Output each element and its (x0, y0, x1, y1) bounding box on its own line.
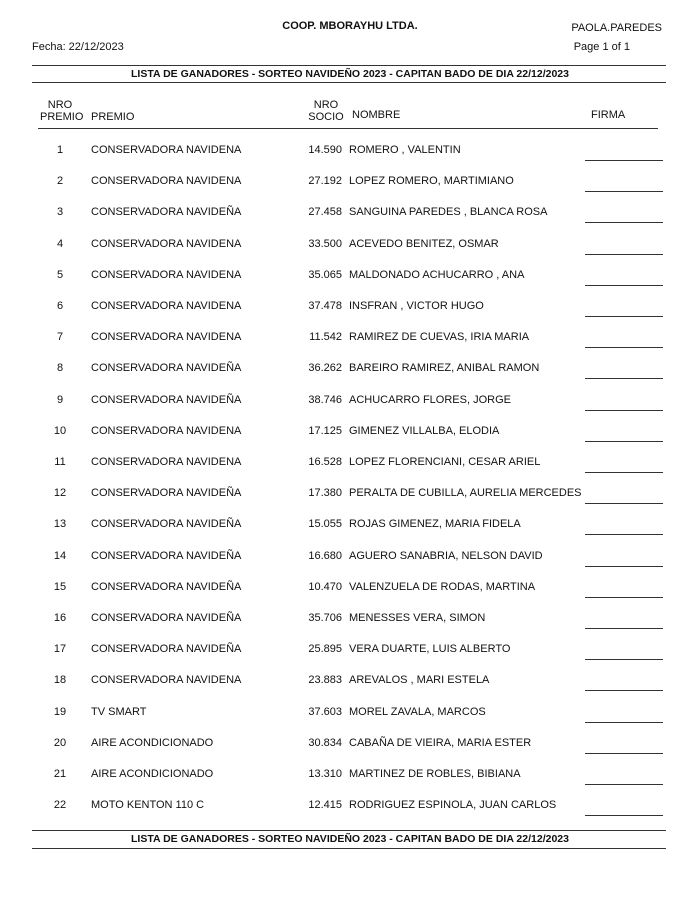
nro-premio-cell: 15 (53, 580, 67, 593)
nro-socio-cell: 38.746 (308, 393, 342, 406)
nro-socio-cell: 27.458 (308, 206, 342, 219)
nro-socio-cell: 17.125 (308, 424, 342, 437)
table-row (0, 238, 700, 269)
col-header-nro-premio: NRO PREMIO (40, 99, 84, 123)
nro-premio-cell: 21 (53, 768, 67, 780)
table-row (0, 144, 700, 175)
premio-cell: CONSERVADORA NAVIDENA (91, 175, 242, 188)
nombre-cell: CABAÑA DE VIEIRA, MARIA ESTER (349, 736, 532, 749)
col-header-nro-socio: NRO SOCIO (308, 99, 344, 123)
nombre-cell: BAREIRO RAMIREZ, ANIBAL RAMON (349, 362, 540, 375)
nro-premio-cell: 2 (56, 175, 64, 188)
nro-premio-cell: 22 (53, 799, 67, 812)
nro-premio-cell: 5 (56, 268, 64, 281)
nro-socio-cell: 11.542 (309, 331, 342, 344)
nro-premio-cell: 14 (53, 549, 67, 562)
nro-socio-cell: 12.415 (308, 799, 342, 812)
firma-signature-line (585, 222, 663, 223)
nro-socio-cell: 27.192 (308, 175, 342, 188)
firma-signature-line (585, 285, 663, 286)
firma-signature-line (585, 441, 663, 442)
col-header-firma: FIRMA (591, 109, 626, 121)
firma-signature-line (585, 410, 663, 411)
firma-signature-line (585, 191, 663, 192)
col-header-nombre: NOMBRE (352, 109, 401, 121)
firma-signature-line (585, 659, 663, 660)
nro-socio-cell: 10.470 (308, 580, 342, 593)
nombre-cell: GIMENEZ VILLALBA, ELODIA (349, 424, 500, 437)
premio-cell: AIRE ACONDICIONADO (91, 736, 214, 749)
nombre-cell: RAMIREZ DE CUEVAS, IRIA MARIA (349, 331, 530, 344)
premio-cell: CONSERVADORA NAVIDENA (91, 674, 242, 687)
firma-signature-line (585, 597, 663, 598)
nro-premio-cell: 16 (53, 612, 67, 624)
table-row (0, 799, 700, 830)
nro-premio-cell: 18 (53, 674, 67, 687)
premio-cell: AIRE ACONDICIONADO (91, 768, 214, 780)
nro-socio-cell: 17.380 (308, 487, 342, 500)
nro-socio-cell: 37.478 (308, 300, 342, 312)
table-row (0, 362, 700, 393)
firma-signature-line (585, 254, 663, 255)
nombre-cell: PERALTA DE CUBILLA, AURELIA MERCEDES (349, 487, 582, 500)
nro-premio-cell: 1 (56, 144, 64, 156)
firma-signature-line (585, 316, 663, 317)
nro-premio-cell: 9 (56, 393, 64, 406)
table-row (0, 269, 700, 300)
firma-signature-line (585, 160, 663, 161)
header-rule (38, 128, 658, 129)
title-top-rule (32, 65, 666, 66)
firma-signature-line (585, 503, 663, 504)
premio-cell: CONSERVADORA NAVIDEÑA (91, 393, 242, 406)
nro-premio-cell: 6 (56, 300, 64, 312)
nro-socio-cell: 14.590 (308, 144, 342, 156)
nombre-cell: VALENZUELA DE RODAS, MARTINA (349, 580, 536, 593)
nombre-cell: MENESSES VERA, SIMON (349, 612, 486, 624)
nro-premio-cell: 8 (56, 362, 64, 375)
table-row (0, 300, 700, 331)
table-row (0, 487, 700, 518)
nombre-cell: ROMERO , VALENTIN (349, 144, 461, 156)
nro-premio-cell: 19 (53, 705, 67, 718)
nro-socio-cell: 33.500 (308, 237, 342, 250)
title-bottom-rule (32, 82, 666, 83)
nro-socio-cell: 25.895 (308, 643, 342, 656)
table-row (0, 456, 700, 487)
premio-cell: CONSERVADORA NAVIDENA (91, 456, 242, 468)
table-row (0, 331, 700, 362)
nombre-cell: VERA DUARTE, LUIS ALBERTO (349, 643, 511, 656)
firma-signature-line (585, 628, 663, 629)
table-row (0, 518, 700, 549)
nro-premio-cell: 10 (53, 424, 67, 437)
col-header-premio: PREMIO (91, 111, 135, 123)
report-date: Fecha: 22/12/2023 (32, 41, 124, 53)
nro-premio-cell: 17 (53, 643, 67, 656)
nro-premio-cell: 4 (56, 237, 64, 250)
nombre-cell: MOREL ZAVALA, MARCOS (349, 705, 486, 718)
premio-cell: CONSERVADORA NAVIDEÑA (91, 518, 242, 531)
table-row (0, 394, 700, 425)
premio-cell: CONSERVADORA NAVIDENA (91, 424, 242, 437)
page-number: Page 1 of 1 (573, 41, 630, 53)
nombre-cell: ROJAS GIMENEZ, MARIA FIDELA (349, 518, 521, 531)
firma-signature-line (585, 534, 663, 535)
table-row (0, 674, 700, 705)
nombre-cell: INSFRAN , VICTOR HUGO (349, 300, 484, 312)
table-row (0, 737, 700, 768)
premio-cell: CONSERVADORA NAVIDENA (91, 237, 242, 250)
nombre-cell: ACHUCARRO FLORES, JORGE (349, 393, 511, 406)
footer-title: LISTA DE GANADORES - SORTEO NAVIDEÑO 2023 - CAPITAN BADO DE DIA 22/12/2023 (131, 833, 569, 845)
nro-premio-cell: 3 (56, 206, 64, 219)
premio-cell: CONSERVADORA NAVIDEÑA (91, 206, 242, 219)
premio-cell: MOTO KENTON 110 C (91, 799, 205, 812)
firma-signature-line (585, 378, 663, 379)
table-row (0, 643, 700, 674)
firma-signature-line (585, 690, 663, 691)
firma-signature-line (585, 784, 663, 785)
nombre-cell: MARTINEZ DE ROBLES, BIBIANA (349, 768, 521, 780)
premio-cell: CONSERVADORA NAVIDENA (91, 144, 242, 156)
table-row (0, 206, 700, 237)
company-name: COOP. MBORAYHU LTDA. (282, 20, 418, 32)
nombre-cell: LOPEZ FLORENCIANI, CESAR ARIEL (349, 456, 541, 468)
nombre-cell: AGUERO SANABRIA, NELSON DAVID (349, 549, 543, 562)
nro-socio-cell: 30.834 (308, 736, 342, 749)
firma-signature-line (585, 347, 663, 348)
nombre-cell: RODRIGUEZ ESPINOLA, JUAN CARLOS (349, 799, 557, 812)
premio-cell: CONSERVADORA NAVIDEÑA (91, 362, 242, 375)
nro-premio-cell: 7 (56, 331, 64, 344)
premio-cell: CONSERVADORA NAVIDEÑA (91, 643, 242, 656)
nro-socio-cell: 16.680 (308, 549, 342, 562)
table-row (0, 581, 700, 612)
nro-socio-cell: 35.065 (308, 268, 342, 281)
premio-cell: CONSERVADORA NAVIDENA (91, 300, 242, 312)
premio-cell: CONSERVADORA NAVIDEÑA (91, 580, 242, 593)
footer-top-rule (32, 830, 666, 831)
nro-premio-cell: 13 (53, 518, 67, 531)
nro-socio-cell: 37.603 (308, 705, 342, 718)
nombre-cell: SANGUINA PAREDES , BLANCA ROSA (349, 206, 548, 219)
firma-signature-line (585, 815, 663, 816)
report-title: LISTA DE GANADORES - SORTEO NAVIDEÑO 2023 - CAPITAN BADO DE DIA 22/12/2023 (131, 68, 569, 80)
premio-cell: CONSERVADORA NAVIDENA (91, 268, 242, 281)
premio-cell: CONSERVADORA NAVIDEÑA (91, 487, 242, 500)
nro-socio-cell: 16.528 (308, 456, 342, 468)
nro-socio-cell: 23.883 (308, 674, 342, 687)
nro-premio-cell: 20 (53, 736, 67, 749)
nro-socio-cell: 15.055 (308, 518, 342, 531)
footer-bottom-rule (32, 848, 666, 849)
firma-signature-line (585, 566, 663, 567)
table-row (0, 550, 700, 581)
nombre-cell: AREVALOS , MARI ESTELA (349, 674, 490, 687)
nro-socio-cell: 36.262 (308, 362, 342, 375)
premio-cell: CONSERVADORA NAVIDENA (91, 331, 242, 344)
nombre-cell: ACEVEDO BENITEZ, OSMAR (349, 237, 499, 250)
table-row (0, 425, 700, 456)
nro-premio-cell: 11 (54, 456, 66, 468)
table-row (0, 706, 700, 737)
firma-signature-line (585, 753, 663, 754)
nro-socio-cell: 35.706 (308, 612, 342, 624)
nombre-cell: MALDONADO ACHUCARRO , ANA (349, 268, 525, 281)
premio-cell: CONSERVADORA NAVIDEÑA (91, 549, 242, 562)
user-name: PAOLA.PAREDES (571, 22, 662, 34)
premio-cell: TV SMART (91, 705, 147, 718)
table-row (0, 612, 700, 643)
firma-signature-line (585, 472, 663, 473)
firma-signature-line (585, 722, 663, 723)
table-row (0, 175, 700, 206)
table-row (0, 768, 700, 799)
premio-cell: CONSERVADORA NAVIDEÑA (91, 612, 242, 624)
nombre-cell: LOPEZ ROMERO, MARTIMIANO (349, 175, 514, 188)
nro-premio-cell: 12 (53, 487, 67, 500)
nro-socio-cell: 13.310 (308, 768, 342, 780)
